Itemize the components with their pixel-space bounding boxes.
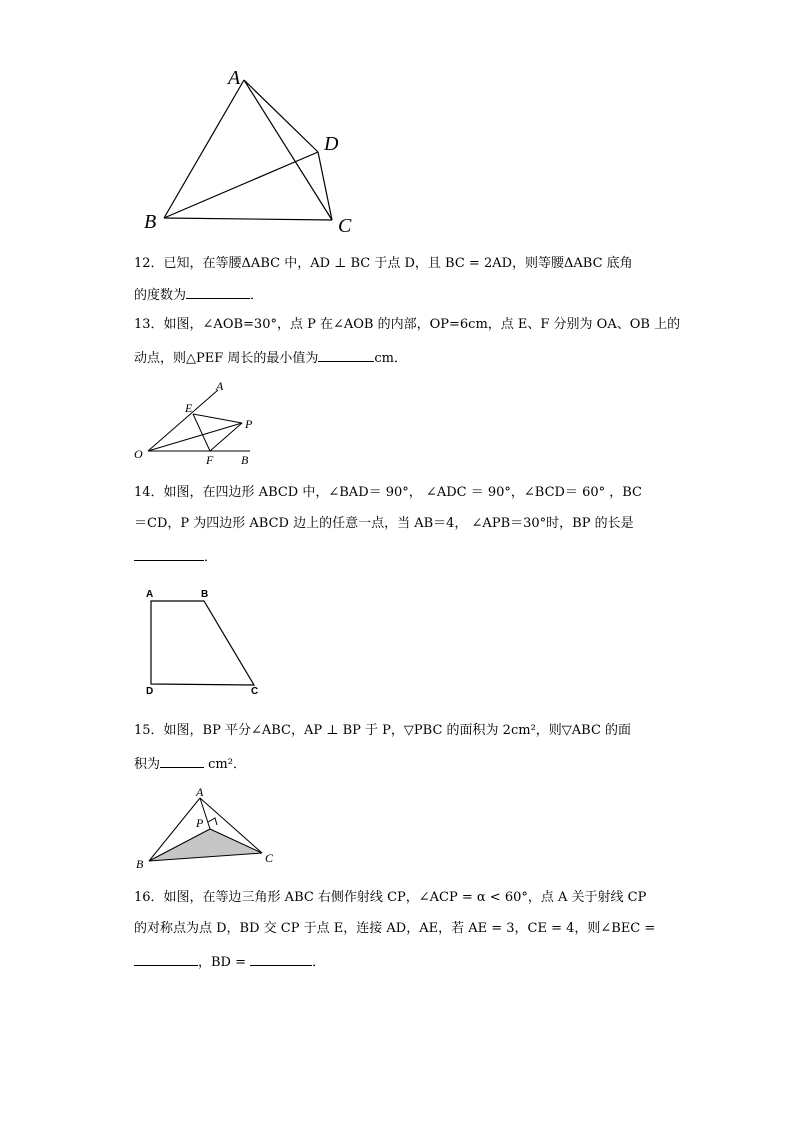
q16-sep: ，BD = [198, 955, 247, 970]
q16-line3 [134, 951, 664, 973]
label-a: A [216, 379, 224, 393]
figure-q14 [140, 585, 270, 700]
q14-line1: 14．如图，在四边形 ABCD 中，∠BAD＝ 90°， ∠ADC ＝ 90°，∠BCD＝ 60° ，BC [134, 485, 642, 500]
q14-line2: ＝CD，P 为四边形 ABCD 边上的任意一点，当 AB＝4， ∠APB＝30°时，BP 的长是 [134, 516, 634, 531]
q15-answer-blank[interactable] [160, 753, 204, 768]
q13-unit: cm． [374, 351, 407, 366]
q14-answer-blank[interactable] [134, 546, 204, 561]
label-c: C [265, 851, 274, 865]
q12-line2-text: 的度数为 [134, 288, 187, 303]
label-a: A [146, 589, 154, 600]
q12-end: ． [250, 288, 264, 303]
q14-end: ． [204, 550, 218, 565]
label-b: B [201, 589, 209, 600]
segment-fp [210, 423, 242, 451]
label-d: D [146, 686, 154, 697]
q15-line2 [134, 753, 664, 775]
label-p: P [196, 816, 204, 830]
q15-line2-text: 积为 [134, 757, 161, 772]
q16-end: ． [312, 955, 326, 970]
q12-answer-blank[interactable] [186, 284, 250, 299]
label-c: C [251, 686, 259, 697]
ray-oa [148, 390, 218, 451]
segment-ef [193, 414, 210, 451]
label-b: B [136, 857, 144, 871]
q16-answer-blank-1[interactable] [134, 951, 198, 966]
label-o: O [134, 447, 143, 461]
q12-line2 [134, 284, 664, 306]
segment-bd [164, 152, 318, 218]
figure-q13 [130, 378, 270, 470]
q13-line2 [134, 347, 664, 369]
segment-ep [193, 414, 242, 423]
segment-bc [164, 218, 332, 220]
label-b: B [144, 211, 157, 233]
segment-ad [244, 80, 318, 152]
segment-ab [164, 80, 244, 218]
label-b: B [241, 453, 249, 467]
label-a: A [228, 67, 241, 89]
q16-line2: 的对称点为点 D，BD 交 CP 于点 E，连接 AD，AE，若 AE = 3，CE = 4，则∠BEC = [134, 921, 656, 936]
q13-line2-text: 动点，则△PEF 周长的最小值为 [134, 351, 319, 366]
segment-ac [244, 80, 332, 220]
label-f: F [206, 453, 214, 467]
label-p: P [245, 417, 253, 431]
q16-answer-blank-2[interactable] [250, 951, 312, 966]
label-c: C [338, 215, 352, 237]
quadrilateral-abcd [151, 601, 254, 685]
label-a: A [196, 785, 204, 799]
q14-line3 [134, 546, 664, 568]
segment-op [148, 423, 242, 451]
figure-q11 [140, 60, 370, 240]
q15-line1: 15．如图，BP 平分∠ABC，AP ⊥ BP 于 P，▽PBC 的面积为 2cm²，则▽ABC 的面 [134, 723, 632, 738]
label-e: E [185, 401, 193, 415]
figure-q15 [130, 785, 280, 875]
q13-line1: 13．如图，∠AOB=30°，点 P 在∠AOB 的内部，OP=6cm，点 E、F 分别为 OA、OB 上的 [134, 317, 681, 332]
q16-line1: 16．如图，在等边三角形 ABC 右侧作射线 CP，∠ACP = α < 60°，点 A 关于射线 CP [134, 890, 647, 905]
q13-answer-blank[interactable] [318, 347, 374, 362]
label-d: D [324, 133, 339, 155]
q15-unit: cm²． [208, 757, 246, 772]
q12-line1: 12．已知，在等腰ΔABC 中，AD ⊥ BC 于点 D，且 BC = 2AD，则等腰ΔABC 底角 [134, 256, 633, 271]
right-angle-mark [208, 818, 217, 825]
